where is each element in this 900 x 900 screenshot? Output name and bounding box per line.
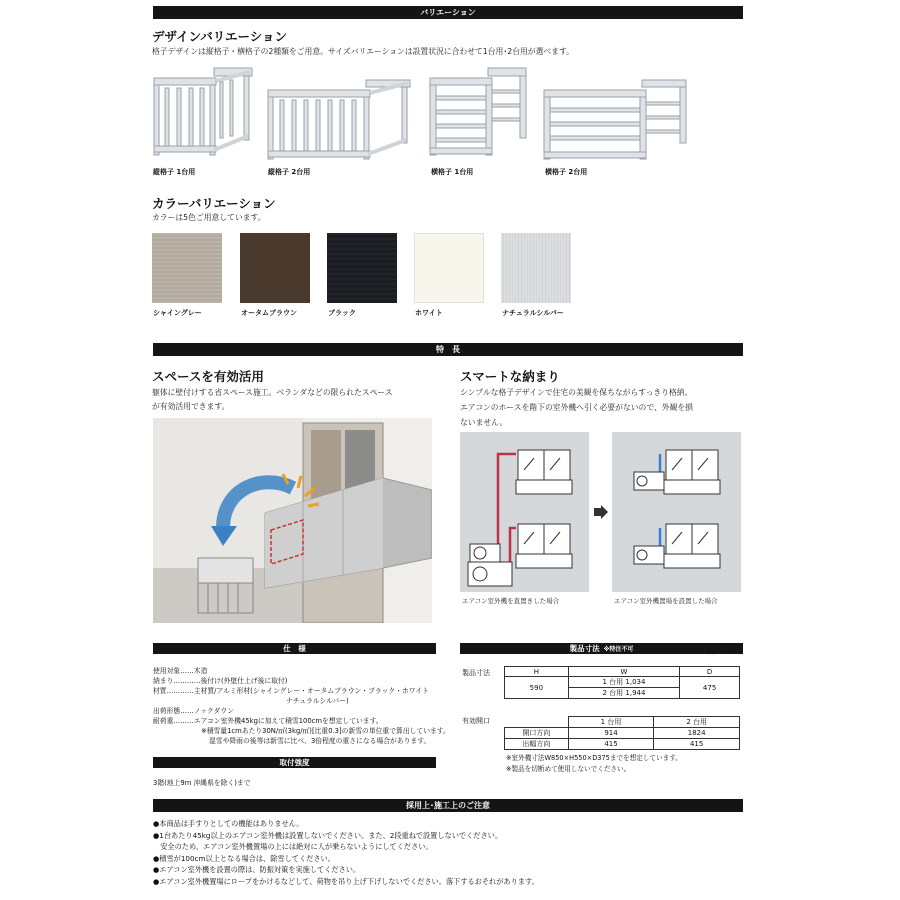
opening-value: 415 [568, 739, 654, 750]
spec-note-1: ※積雪量1cmあたり30N/㎡(3kg/㎡)[比重0.3]の新雪の単位重で算出しています。 [201, 727, 450, 735]
col-w: W [568, 667, 680, 677]
spec-value: ノックダウン [193, 707, 234, 715]
balcony-illustration [153, 418, 432, 623]
col-d: D [680, 667, 740, 677]
swatch-label-autumn-brown: オータムブラウン [241, 309, 297, 317]
spec-list [153, 666, 450, 746]
caution-item: ●1台あたり45kg以上のエアコン室外機は設置しないでください。また、2段重ねで設置しないでください。 [153, 830, 503, 840]
spec-dots: ………… [173, 677, 201, 685]
space-desc-1: 躯体に壁付けする省スペース施工。ベランダなどの限られたスペース [152, 388, 393, 397]
spec-value: エアコン室外機45kgに加えて積雪100cmを想定しています。 [193, 717, 383, 725]
spec-dots: …… [180, 707, 194, 715]
spec-key: 納まり [153, 677, 174, 685]
swatch-label-black: ブラック [328, 309, 356, 317]
horizontal-2-unit-image [542, 78, 690, 162]
dimensions-note-1: ※室外機寸法W850×H550×D375までを想定しています。 [506, 754, 682, 762]
swatch-white [414, 233, 484, 303]
spec-key: 使用対象 [153, 667, 181, 675]
cautions-bar-title: 採用上･施工上のご注意 [406, 801, 490, 810]
spec-key: 出荷形態 [153, 707, 181, 715]
product-label-vertical-2: 縦格子 2台用 [268, 168, 311, 176]
space-desc-2: が有効活用できます。 [152, 402, 230, 411]
dimensions-bar [460, 643, 743, 654]
spec-note-2: 湿雪や降雨の後等は新雪に比べ、3倍程度の重さになる場合があります。 [209, 737, 431, 745]
caption-stand: エアコン室外機置場を設置した場合 [614, 597, 718, 605]
opening-label: 有効開口 [462, 717, 490, 725]
opening-value: 914 [568, 728, 654, 739]
swatch-natural-silver [501, 233, 571, 303]
smart-desc-1: シンプルな格子デザインで住宅の美観を保ちながらすっきり格納。 [460, 388, 693, 397]
caution-item: ●本商品は手すりとしての機能はありません。 [153, 819, 304, 828]
swatch-autumn-brown [240, 233, 310, 303]
opening-corner [505, 717, 569, 728]
spec-bar [153, 643, 436, 654]
arrow-right-icon [594, 505, 608, 519]
spec-key: 耐荷重 [153, 717, 174, 725]
strength-bar [153, 757, 436, 768]
swatch-black [327, 233, 397, 303]
caution-item: ●積雪が100cm以上となる場合は、除雪してください。 [153, 853, 335, 863]
col-h: H [505, 667, 569, 677]
spec-dots: ……… [173, 717, 194, 725]
dimensions-bar-title: 製品寸法 [569, 644, 600, 653]
spec-value: 後付け(外壁仕上げ後に取付) [200, 677, 288, 685]
spec-dots: ………… [166, 687, 194, 695]
caution-item: ●エアコン室外機置場にロープをかけるなどして、荷物を吊り上げ下げしないでください。落下するおそれがあります。 [153, 876, 539, 886]
horizontal-1-unit-image [428, 66, 530, 160]
caution-item: 安全のため、エアコン室外機置場の上には絶対に人が乗らないようにしてください。 [153, 842, 433, 851]
product-label-horizontal-1: 横格子 1台用 [431, 168, 474, 176]
spec-value: 木造 [193, 667, 208, 675]
product-label-vertical-1: 縦格子 1台用 [153, 168, 196, 176]
smart-heading: スマートな納まり [460, 369, 560, 384]
swatch-label-white: ホワイト [415, 309, 443, 317]
strength-text: 3階(地上9m 沖縄県を除く)まで [153, 779, 251, 787]
spec-row [153, 666, 450, 676]
swatch-shine-grey [152, 233, 222, 303]
stand-placement-diagram [612, 432, 741, 592]
vertical-1-unit-image [150, 66, 254, 160]
color-description: カラーは5色ご用意しています。 [152, 213, 266, 222]
spec-key: 材質 [153, 687, 167, 695]
opening-value: 415 [654, 739, 740, 750]
unit-label: 単位：mm [706, 649, 736, 656]
features-bar-title: 特 長 [436, 345, 460, 354]
cautions-list [153, 818, 539, 887]
color-heading: カラーバリエーション [152, 196, 276, 211]
swatch-label-shine-grey: シャイングレー [153, 309, 202, 317]
dimensions-bar-note: ※特注不可 [603, 646, 634, 653]
spec-value: ナチュラルシルバー) [286, 697, 349, 705]
variation-bar-title: バリエーション [420, 8, 476, 17]
dimensions-table [504, 666, 740, 699]
smart-desc-3: ないません。 [460, 418, 508, 427]
value-d: 475 [680, 677, 740, 699]
spec-row [153, 696, 450, 706]
dimensions-label: 製品寸法 [462, 669, 490, 677]
caution-item: ●エアコン室外機を設置の際は、防振対策を実施してください。 [153, 865, 361, 874]
opening-col-2: 2 台用 [654, 717, 740, 728]
spec-value: 主材質/アルミ形材(シャイングレー・オータムブラウン・ブラック・ホワイト [193, 687, 429, 695]
opening-row-name: 出幅方向 [505, 739, 569, 750]
value-w1: 1 台用 1,034 [568, 677, 680, 688]
opening-value: 1824 [654, 728, 740, 739]
value-h: 590 [505, 677, 569, 699]
design-description: 格子デザインは縦格子・横格子の2種類をご用意。サイズバリエーションは設置状況に合わせて1台用･2台用が選べます。 [152, 47, 574, 56]
space-heading: スペースを有効活用 [152, 369, 264, 384]
variation-bar [153, 6, 743, 19]
value-w2: 2 台用 1,944 [568, 688, 680, 699]
dimensions-note-2: ※製品を切断めて使用しないでください。 [506, 765, 631, 773]
product-label-horizontal-2: 横格子 2台用 [545, 168, 588, 176]
caption-direct: エアコン室外機を直置きした場合 [462, 597, 560, 605]
spec-row [153, 676, 450, 686]
vertical-2-unit-image [266, 78, 412, 162]
opening-row-name: 開口方向 [505, 728, 569, 739]
spec-dots: …… [180, 667, 194, 675]
cautions-bar [153, 799, 743, 812]
spec-row [153, 686, 450, 696]
spec-row [153, 706, 450, 716]
features-bar [153, 343, 743, 356]
opening-col-1: 1 台用 [568, 717, 654, 728]
smart-desc-2: エアコンのホースを階下の室外機へ引く必要がないので、外観を損 [460, 403, 693, 412]
design-heading: デザインバリエーション [152, 29, 288, 44]
spec-row [153, 716, 450, 726]
spec-bar-title: 仕 様 [283, 644, 306, 653]
strength-bar-title: 取付強度 [279, 758, 310, 767]
opening-table [504, 716, 740, 750]
direct-placement-diagram [460, 432, 589, 592]
swatch-label-natural-silver: ナチュラルシルバー [502, 309, 564, 317]
